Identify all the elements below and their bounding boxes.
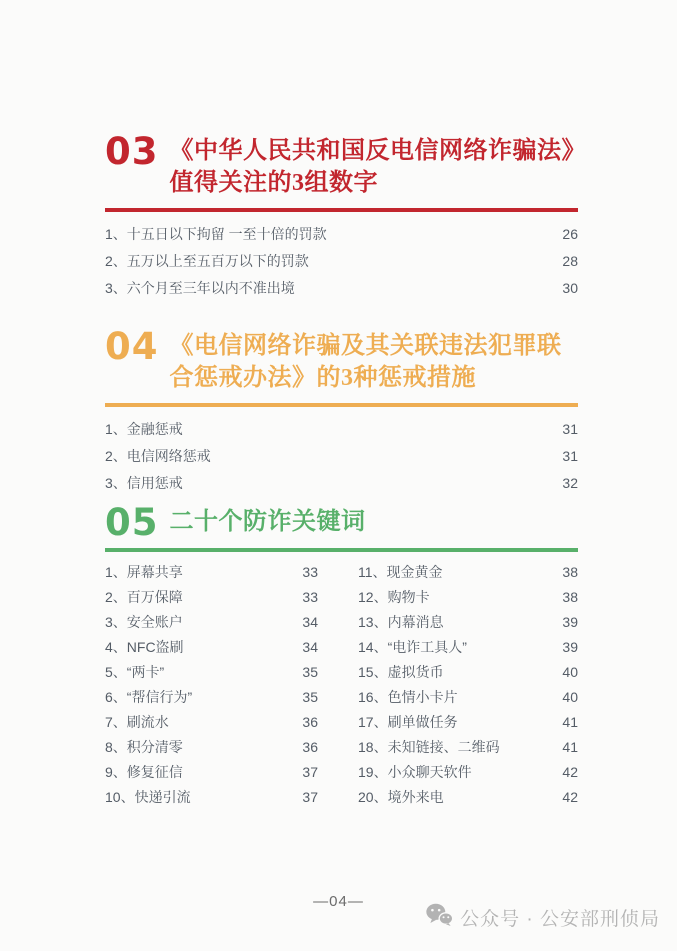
toc-item	[105, 220, 578, 247]
section-number: 03	[105, 130, 159, 173]
toc-item-label: 17、刷单做任务	[358, 713, 458, 730]
page-number: —04—	[313, 893, 364, 910]
toc-item-label: 15、虚拟货币	[358, 663, 444, 680]
section-04-heading	[105, 325, 578, 394]
toc-item	[358, 634, 578, 659]
toc-content	[105, 0, 586, 809]
toc-item-label: 18、未知链接、二维码	[358, 738, 500, 755]
toc-item-label: 12、购物卡	[358, 588, 430, 605]
toc-item-page: 36	[302, 713, 318, 730]
section-03	[105, 130, 586, 301]
toc-item-page: 42	[562, 763, 578, 780]
toc-item-page: 26	[562, 225, 578, 242]
toc-item-label: 2、五万以上至五百万以下的罚款	[105, 252, 309, 269]
toc-item-label: 11、现金黄金	[358, 563, 443, 580]
toc-item	[105, 584, 318, 609]
toc-item	[105, 415, 578, 442]
toc-item-label: 13、内幕消息	[358, 613, 444, 630]
toc-item	[105, 469, 578, 496]
toc-item-page: 32	[562, 474, 578, 491]
toc-item-page: 34	[302, 638, 318, 655]
toc-item	[105, 274, 578, 301]
section-04	[105, 325, 578, 496]
section-rule	[105, 548, 578, 552]
toc-list	[105, 415, 578, 496]
section-title-line1: 《中华人民共和国反电信网络诈骗法》	[169, 138, 586, 164]
toc-item-page: 33	[302, 588, 318, 605]
section-rule	[105, 208, 578, 212]
toc-item	[358, 759, 578, 784]
toc-item	[105, 659, 318, 684]
toc-item-page: 35	[302, 688, 318, 705]
toc-item-page: 30	[562, 279, 578, 296]
toc-item	[358, 784, 578, 809]
toc-item-page: 40	[562, 663, 578, 680]
toc-item-label: 9、修复征信	[105, 763, 183, 780]
toc-item-label: 14、“电诈工具人”	[358, 638, 467, 655]
toc-item-label: 7、刷流水	[105, 713, 169, 730]
toc-item-page: 31	[562, 420, 578, 437]
section-title-line1: 二十个防诈关键词	[169, 509, 366, 535]
section-title	[169, 135, 586, 199]
toc-item-label: 20、境外来电	[358, 788, 444, 805]
toc-item	[105, 609, 318, 634]
section-05	[105, 501, 578, 809]
toc-item	[358, 584, 578, 609]
toc-item-page: 35	[302, 663, 318, 680]
section-title	[170, 506, 366, 538]
toc-item	[358, 684, 578, 709]
toc-item-page: 38	[562, 588, 578, 605]
toc-item	[358, 559, 578, 584]
section-title	[170, 330, 562, 394]
toc-item-page: 37	[302, 788, 318, 805]
toc-item-label: 16、色情小卡片	[358, 688, 458, 705]
toc-item	[358, 659, 578, 684]
toc-item-label: 10、快递引流	[105, 788, 191, 805]
toc-item	[105, 684, 318, 709]
section-number: 04	[105, 325, 159, 368]
watermark-text: 公众号 · 公安部刑侦局	[460, 909, 660, 930]
toc-item-page: 41	[562, 738, 578, 755]
toc-item-label: 1、金融惩戒	[105, 420, 183, 437]
section-03-heading	[105, 130, 586, 199]
toc-item	[358, 609, 578, 634]
toc-item	[105, 734, 318, 759]
toc-item-label: 8、积分清零	[105, 738, 183, 755]
toc-item	[105, 759, 318, 784]
wechat-icon	[426, 903, 453, 932]
toc-item	[105, 247, 578, 274]
toc-item-page: 31	[562, 447, 578, 464]
toc-item-page: 39	[562, 638, 578, 655]
toc-item-label: 3、安全账户	[105, 613, 183, 630]
toc-item-page: 34	[302, 613, 318, 630]
toc-item-label: 1、屏幕共享	[105, 563, 183, 580]
toc-item-label: 3、六个月至三年以内不准出境	[105, 279, 295, 296]
toc-item-label: 1、十五日以下拘留 一至十倍的罚款	[105, 225, 327, 242]
toc-item	[105, 442, 578, 469]
keyword-column-right	[358, 559, 578, 809]
toc-item-label: 5、“两卡”	[105, 663, 165, 680]
toc-item-label: 6、“帮信行为”	[105, 688, 193, 705]
toc-item-page: 28	[562, 252, 578, 269]
toc-item-label: 2、电信网络惩戒	[105, 447, 211, 464]
section-title-line1: 《电信网络诈骗及其关联违法犯罪联	[169, 333, 562, 359]
section-rule	[105, 403, 578, 407]
watermark	[426, 903, 660, 932]
toc-item-page: 33	[302, 563, 318, 580]
section-title-line2: 值得关注的3组数字	[169, 170, 378, 196]
keyword-column-left	[105, 559, 318, 809]
toc-item	[358, 709, 578, 734]
keyword-grid	[105, 559, 578, 809]
toc-item	[105, 634, 318, 659]
toc-item-label: 2、百万保障	[105, 588, 183, 605]
toc-item-page: 37	[302, 763, 318, 780]
toc-item	[105, 784, 318, 809]
toc-item	[105, 709, 318, 734]
toc-item	[358, 734, 578, 759]
toc-item-label: 3、信用惩戒	[105, 474, 183, 491]
toc-item-page: 42	[562, 788, 578, 805]
toc-item-label: 4、NFC盗刷	[105, 638, 184, 655]
toc-item-page: 36	[302, 738, 318, 755]
toc-item-label: 19、小众聊天软件	[358, 763, 472, 780]
toc-item-page: 39	[562, 613, 578, 630]
toc-item-page: 41	[562, 713, 578, 730]
toc-item-page: 38	[562, 563, 578, 580]
toc-list	[105, 220, 578, 301]
section-title-line2: 合惩戒办法》的3种惩戒措施	[169, 365, 476, 391]
section-number: 05	[105, 501, 159, 544]
toc-item-page: 40	[562, 688, 578, 705]
toc-item	[105, 559, 318, 584]
section-05-heading	[105, 501, 578, 544]
